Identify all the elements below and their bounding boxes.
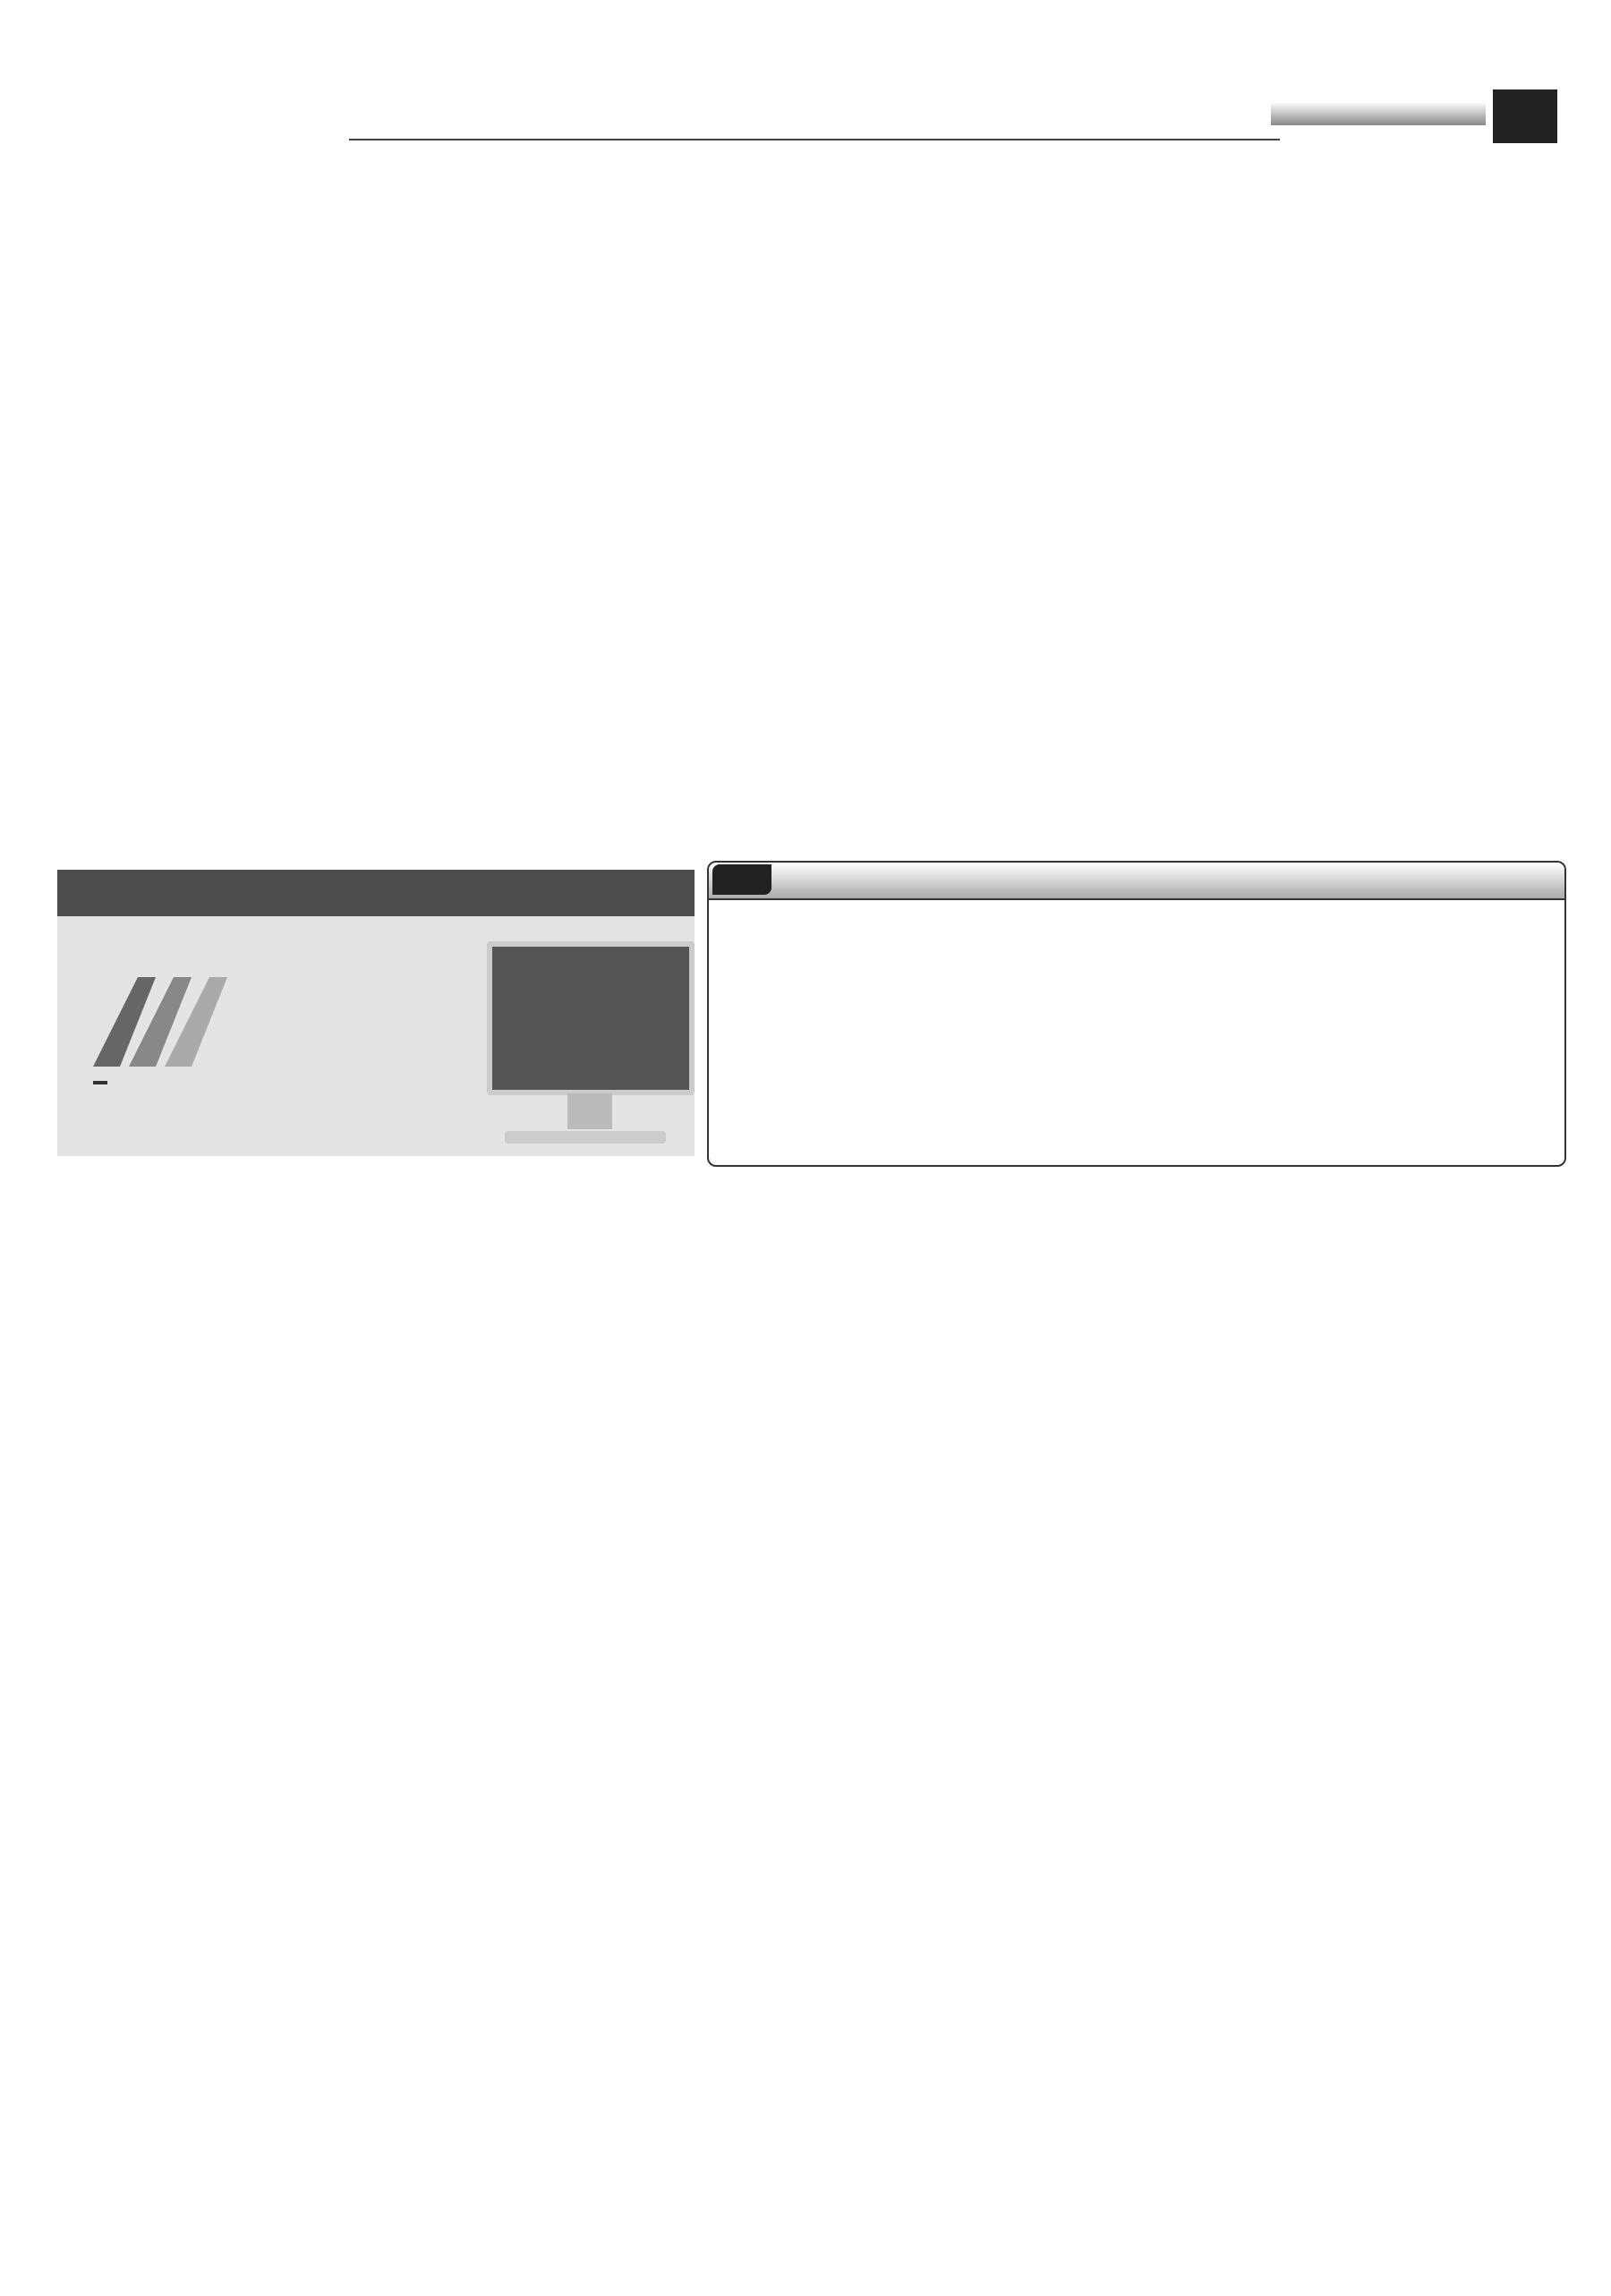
- vlad-schedule-columns: [709, 900, 1564, 907]
- channel-number: [712, 864, 771, 895]
- monitor-image: [487, 941, 695, 1095]
- header-rule: [349, 139, 1280, 140]
- page-number: [1493, 89, 1557, 143]
- keyboard-image: [505, 1131, 666, 1144]
- masthead-right: [1271, 89, 1557, 152]
- banner-title: [57, 870, 695, 916]
- vladivostok-logo-icon: [84, 968, 272, 1076]
- banner-brand: [93, 1081, 107, 1084]
- channel-header: [709, 863, 1564, 900]
- vladivostok-tv-box: [707, 861, 1566, 1167]
- monitor-stand: [567, 1093, 612, 1129]
- online-banner[interactable]: [57, 870, 695, 1156]
- brand-band: [1271, 102, 1486, 125]
